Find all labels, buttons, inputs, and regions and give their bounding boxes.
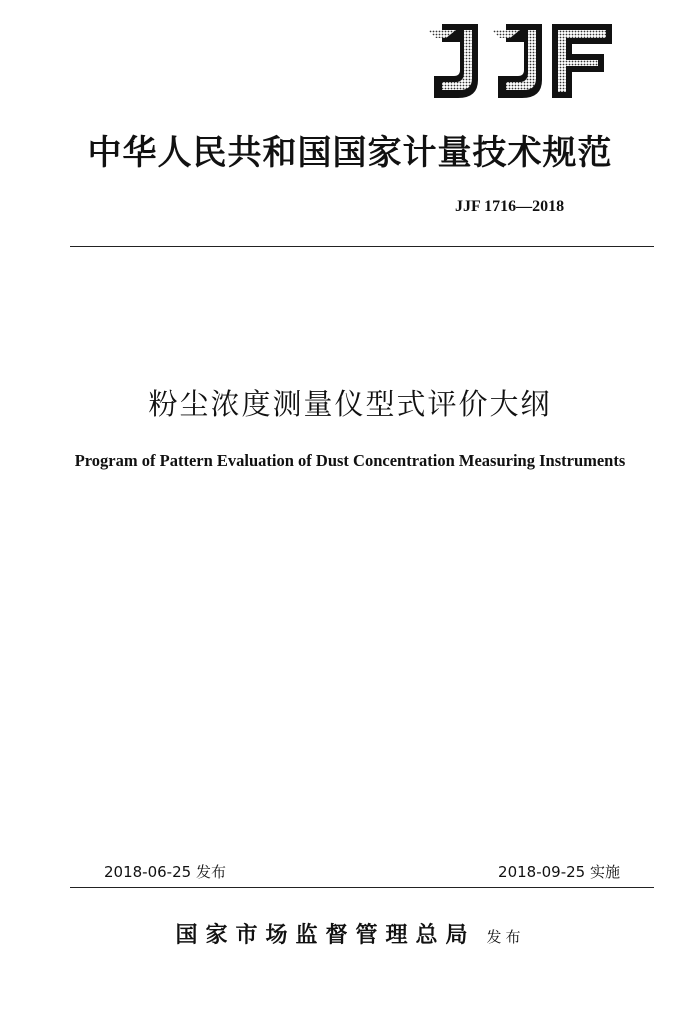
series-title: 中华人民共和国国家计量技术规范 (87, 133, 613, 173)
standard-code: JJF 1716—2018 (455, 198, 565, 215)
jjf-logo (420, 18, 616, 104)
logo-letter-j-2 (488, 24, 542, 98)
document-title-cn: 粉尘浓度测量仪型式评价大纲 (148, 387, 552, 421)
top-divider (70, 246, 654, 247)
implementation-date: 2018-09-25 实施 (498, 863, 620, 881)
issue-date: 2018-06-25 发布 (104, 863, 226, 881)
svg-text:JJF: JJF (518, 68, 520, 69)
document-title-en: Program of Pattern Evaluation of Dust Concentration Measuring Instruments (74, 451, 626, 470)
logo-letter-f (552, 24, 612, 98)
publish-label: 发布 (486, 928, 525, 946)
publisher-name: 国家市场监督管理总局 (175, 922, 476, 948)
logo-letter-j-1 (424, 24, 478, 98)
publisher-line (0, 918, 700, 949)
bottom-divider (70, 887, 654, 888)
